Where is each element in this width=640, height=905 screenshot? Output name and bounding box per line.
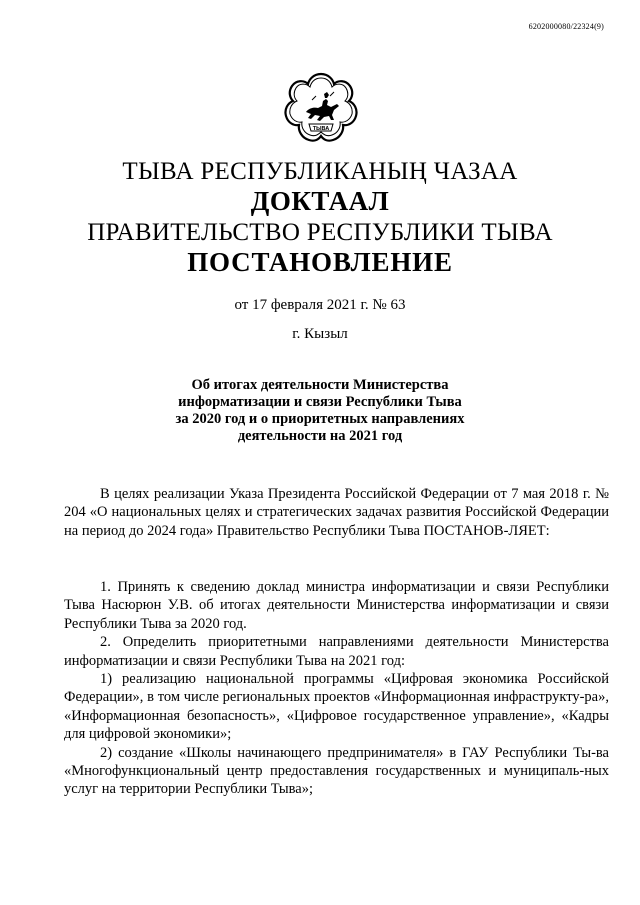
header-russian-government: ПРАВИТЕЛЬСТВО РЕСПУБЛИКИ ТЫВА [87,219,553,246]
title-line: за 2020 год и о приоритетных направлениях [175,411,465,427]
resolution-items [64,578,609,799]
title-line: Об итогах деятельности Министерства [191,377,449,393]
paragraph-item-2: 2. Определить приоритетными направлениями деятельности Министерства информатизации и связи Республики Тыва на 2021 год: [64,634,609,669]
intro-paragraph: В целях реализации Указа Президента Российской Федерации от 7 мая 2018 г. № 204 «О национальных целях и стратегических задачах развития Российской Федерации на период до 2024 года» Правительство Республики Тыва ПОСТАНОВ-ЛЯЕТ: [64,486,609,539]
decree-date-number: от 17 февраля 2021 г. № 63 [234,297,406,313]
title-line: деятельности на 2021 год [237,428,403,444]
paragraph-item-1: 1. Принять к сведению доклад министра информатизации и связи Республики Тыва Насюрюн У.В. об итогах деятельности Министерства информатизации и связи Республики Тыва за 2020 год. [64,579,609,632]
decree-title [0,377,640,445]
title-line: информатизации и связи Республики Тыва [178,394,462,410]
paragraph-subitem-2: 2) создание «Школы начинающего предпринимателя» в ГАУ Республики Ты-ва «Многофункциональный центр предоставления государственных и муниципаль-ных услуг на территории Республики Тыва»; [64,744,609,798]
header-tuvan-government: ТЫВА РЕСПУБЛИКАНЫҢ ЧАЗАА [122,158,518,185]
header-tuvan-decree: ДОКТААЛ [250,186,390,216]
document-number: 6202000080/22324(9) [528,22,604,31]
header-russian-decree: ПОСТАНОВЛЕНИЕ [187,247,453,277]
intro-section [64,485,609,540]
tuva-emblem-icon [282,70,360,148]
paragraph-subitem-1: 1) реализацию национальной программы «Цифровая экономика Российской Федерации», в том числе региональных проектов «Информационная инфраструкту-ра», «Информационная безопасность», «Цифровое государственное управление», «Кадры для цифровой экономики»; [64,671,609,743]
decree-city: г. Кызыл [292,326,348,342]
emblem-ribbon-label: ТЫВА [312,126,330,132]
